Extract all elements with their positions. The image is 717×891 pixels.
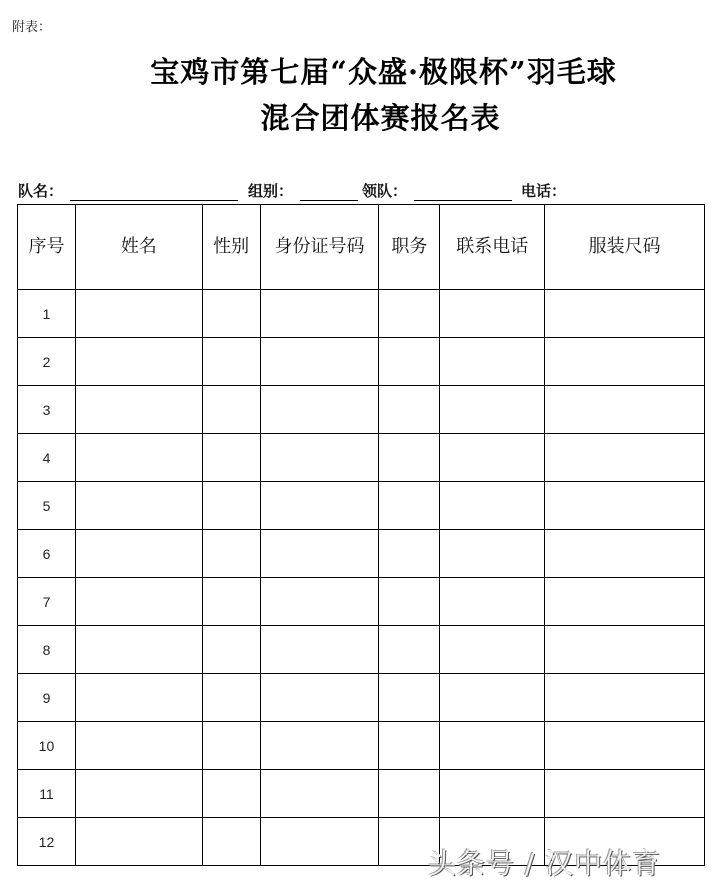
index-cell: 4 bbox=[18, 434, 76, 482]
index-cell: 7 bbox=[18, 578, 76, 626]
id-number-cell[interactable] bbox=[260, 818, 379, 866]
header-clothing-size: 服装尺码 bbox=[545, 205, 705, 290]
leader-field[interactable] bbox=[414, 200, 512, 201]
position-cell[interactable] bbox=[379, 386, 440, 434]
gender-cell[interactable] bbox=[202, 626, 260, 674]
name-cell[interactable] bbox=[75, 818, 202, 866]
clothing-size-cell[interactable] bbox=[545, 770, 705, 818]
group-label: 组别： bbox=[248, 182, 294, 200]
gender-cell[interactable] bbox=[202, 434, 260, 482]
team-name-field[interactable] bbox=[70, 200, 238, 201]
table-row bbox=[18, 674, 705, 722]
clothing-size-cell[interactable] bbox=[545, 434, 705, 482]
name-cell[interactable] bbox=[75, 482, 202, 530]
name-cell[interactable] bbox=[75, 578, 202, 626]
name-cell[interactable] bbox=[75, 386, 202, 434]
index-cell: 1 bbox=[18, 290, 76, 338]
header-name: 姓名 bbox=[75, 205, 202, 290]
id-number-cell[interactable] bbox=[260, 578, 379, 626]
gender-cell[interactable] bbox=[202, 290, 260, 338]
header-id-number: 身份证号码 bbox=[260, 205, 379, 290]
name-cell[interactable] bbox=[75, 770, 202, 818]
clothing-size-cell[interactable] bbox=[545, 674, 705, 722]
index-cell: 8 bbox=[18, 626, 76, 674]
document-title-line1: 宝鸡市第七届“众盛·极限杯”羽毛球 bbox=[150, 55, 617, 89]
name-cell[interactable] bbox=[75, 722, 202, 770]
contact-phone-cell[interactable] bbox=[440, 674, 545, 722]
table-row bbox=[18, 338, 705, 386]
contact-phone-cell[interactable] bbox=[440, 434, 545, 482]
table-row bbox=[18, 626, 705, 674]
id-number-cell[interactable] bbox=[260, 626, 379, 674]
contact-phone-cell[interactable] bbox=[440, 290, 545, 338]
contact-phone-cell[interactable] bbox=[440, 722, 545, 770]
clothing-size-cell[interactable] bbox=[545, 338, 705, 386]
position-cell[interactable] bbox=[379, 770, 440, 818]
id-number-cell[interactable] bbox=[260, 530, 379, 578]
group-field[interactable] bbox=[300, 200, 358, 201]
clothing-size-cell[interactable] bbox=[545, 482, 705, 530]
name-cell[interactable] bbox=[75, 626, 202, 674]
id-number-cell[interactable] bbox=[260, 674, 379, 722]
index-cell: 2 bbox=[18, 338, 76, 386]
gender-cell[interactable] bbox=[202, 530, 260, 578]
index-cell: 3 bbox=[18, 386, 76, 434]
watermark: 头条号 / 汉中体育 bbox=[428, 847, 662, 880]
table-header-row bbox=[18, 205, 705, 290]
position-cell[interactable] bbox=[379, 722, 440, 770]
table-row bbox=[18, 530, 705, 578]
position-cell[interactable] bbox=[379, 434, 440, 482]
index-cell: 10 bbox=[18, 722, 76, 770]
clothing-size-cell[interactable] bbox=[545, 386, 705, 434]
attachment-label: 附表： bbox=[12, 20, 52, 35]
contact-phone-cell[interactable] bbox=[440, 338, 545, 386]
table-row bbox=[18, 434, 705, 482]
index-cell: 5 bbox=[18, 482, 76, 530]
contact-phone-cell[interactable] bbox=[440, 482, 545, 530]
contact-phone-cell[interactable] bbox=[440, 578, 545, 626]
team-name-label: 队名： bbox=[18, 182, 64, 200]
header-contact-phone: 联系电话 bbox=[440, 205, 545, 290]
contact-phone-cell[interactable] bbox=[440, 386, 545, 434]
header-index: 序号 bbox=[18, 205, 76, 290]
position-cell[interactable] bbox=[379, 674, 440, 722]
name-cell[interactable] bbox=[75, 338, 202, 386]
gender-cell[interactable] bbox=[202, 386, 260, 434]
gender-cell[interactable] bbox=[202, 578, 260, 626]
clothing-size-cell[interactable] bbox=[545, 626, 705, 674]
id-number-cell[interactable] bbox=[260, 770, 379, 818]
phone-label: 电话： bbox=[521, 182, 567, 200]
name-cell[interactable] bbox=[75, 530, 202, 578]
index-cell: 6 bbox=[18, 530, 76, 578]
name-cell[interactable] bbox=[75, 434, 202, 482]
position-cell[interactable] bbox=[379, 290, 440, 338]
index-cell: 9 bbox=[18, 674, 76, 722]
gender-cell[interactable] bbox=[202, 338, 260, 386]
clothing-size-cell[interactable] bbox=[545, 722, 705, 770]
document-title-line2: 混合团体赛报名表 bbox=[260, 101, 501, 135]
id-number-cell[interactable] bbox=[260, 290, 379, 338]
table-row bbox=[18, 290, 705, 338]
position-cell[interactable] bbox=[379, 626, 440, 674]
table-row bbox=[18, 482, 705, 530]
index-cell: 12 bbox=[18, 818, 76, 866]
position-cell[interactable] bbox=[379, 530, 440, 578]
contact-phone-cell[interactable] bbox=[440, 770, 545, 818]
id-number-cell[interactable] bbox=[260, 482, 379, 530]
position-cell[interactable] bbox=[379, 482, 440, 530]
gender-cell[interactable] bbox=[202, 770, 260, 818]
table-row bbox=[18, 386, 705, 434]
name-cell[interactable] bbox=[75, 290, 202, 338]
gender-cell[interactable] bbox=[202, 482, 260, 530]
id-number-cell[interactable] bbox=[260, 434, 379, 482]
header-gender: 性别 bbox=[202, 205, 260, 290]
position-cell[interactable] bbox=[379, 338, 440, 386]
id-number-cell[interactable] bbox=[260, 722, 379, 770]
index-cell: 11 bbox=[18, 770, 76, 818]
gender-cell[interactable] bbox=[202, 674, 260, 722]
name-cell[interactable] bbox=[75, 674, 202, 722]
contact-phone-cell[interactable] bbox=[440, 626, 545, 674]
contact-phone-cell[interactable] bbox=[440, 530, 545, 578]
clothing-size-cell[interactable] bbox=[545, 578, 705, 626]
id-number-cell[interactable] bbox=[260, 386, 379, 434]
registration-table bbox=[17, 204, 705, 866]
table-row bbox=[18, 578, 705, 626]
id-number-cell[interactable] bbox=[260, 338, 379, 386]
clothing-size-cell[interactable] bbox=[545, 530, 705, 578]
table-row bbox=[18, 722, 705, 770]
gender-cell[interactable] bbox=[202, 818, 260, 866]
table-row bbox=[18, 770, 705, 818]
header-position: 职务 bbox=[379, 205, 440, 290]
clothing-size-cell[interactable] bbox=[545, 290, 705, 338]
leader-label: 领队： bbox=[362, 182, 408, 200]
gender-cell[interactable] bbox=[202, 722, 260, 770]
position-cell[interactable] bbox=[379, 578, 440, 626]
